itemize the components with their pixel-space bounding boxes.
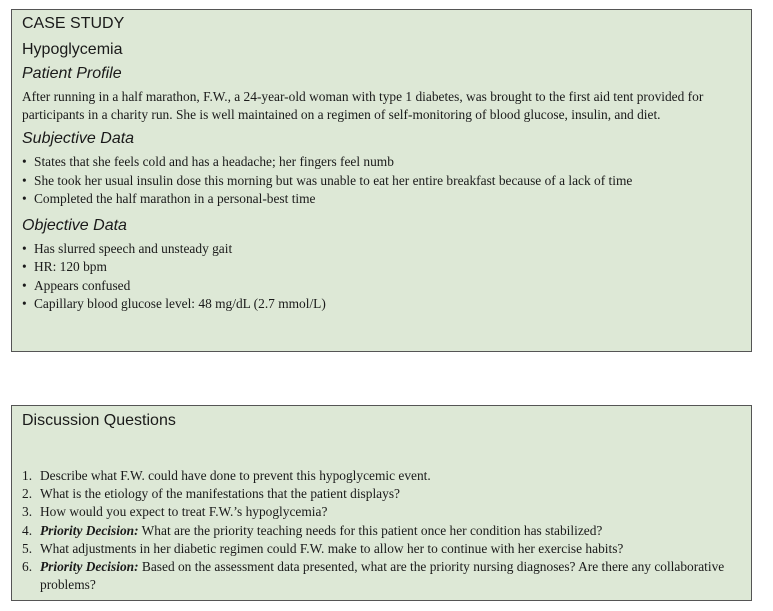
discussion-questions-box xyxy=(11,405,752,601)
bullet-icon: • xyxy=(22,240,27,256)
question-item: 5. What adjustments in her diabetic regimen could F.W. make to allow her to continue with her exercise habits? xyxy=(22,540,624,556)
list-item: • Capillary blood glucose level: 48 mg/dL (2.7 mmol/L) xyxy=(22,295,741,314)
list-item: • She took her usual insulin dose this morning but was unable to eat her entire breakfast because of a lack of time xyxy=(22,172,741,191)
list-item: • Appears confused xyxy=(22,277,741,296)
case-study-box xyxy=(11,9,752,352)
list-item: • Has slurred speech and unsteady gait xyxy=(22,240,741,259)
subjective-data-list xyxy=(22,153,741,209)
list-item: • HR: 120 bpm xyxy=(22,258,741,277)
question-item: 6. Priority Decision: Based on the assessment data presented, what are the priority nursing diagnoses? Are there any collaborative problems? xyxy=(22,559,725,593)
priority-decision-label: Priority Decision: xyxy=(40,559,139,575)
case-study-title: Hypoglycemia xyxy=(22,41,123,58)
subjective-data-heading: Subjective Data xyxy=(22,130,135,147)
objective-data-heading: Objective Data xyxy=(22,216,127,234)
question-item: 3. How would you expect to treat F.W.’s hypoglycemia? xyxy=(22,504,328,520)
bullet-icon: • xyxy=(22,277,27,293)
priority-decision-label: Priority Decision: xyxy=(40,522,139,538)
list-item: • Completed the half marathon in a personal-best time xyxy=(22,190,741,209)
question-item: 1. Describe what F.W. could have done to prevent this hypoglycemic event. xyxy=(22,468,431,483)
bullet-icon: • xyxy=(22,172,27,188)
question-item: 4. Priority Decision: What are the priority teaching needs for this patient once her condition has stabilized? xyxy=(22,522,603,538)
bullet-icon: • xyxy=(22,296,27,311)
discussion-heading: Discussion Questions xyxy=(22,412,176,429)
question-item: 2. What is the etiology of the manifestations that the patient displays? xyxy=(22,486,400,502)
list-item: • States that she feels cold and has a headache; her fingers feel numb xyxy=(22,153,741,172)
patient-profile-heading: Patient Profile xyxy=(22,65,122,82)
case-study-label: CASE STUDY xyxy=(22,15,125,32)
bullet-icon: • xyxy=(22,154,27,169)
bullet-icon: • xyxy=(22,259,27,274)
discussion-questions-list xyxy=(22,467,741,594)
bullet-icon: • xyxy=(22,191,27,206)
patient-profile-text: After running in a half marathon, F.W., a 24-year-old woman with type 1 diabetes, was brought to the first aid tent provided for participants in a charity run. She is well maintained on a regimen of self-monitoring of blood glucose, insulin, and diet. xyxy=(22,89,704,122)
objective-data-list xyxy=(22,240,741,314)
